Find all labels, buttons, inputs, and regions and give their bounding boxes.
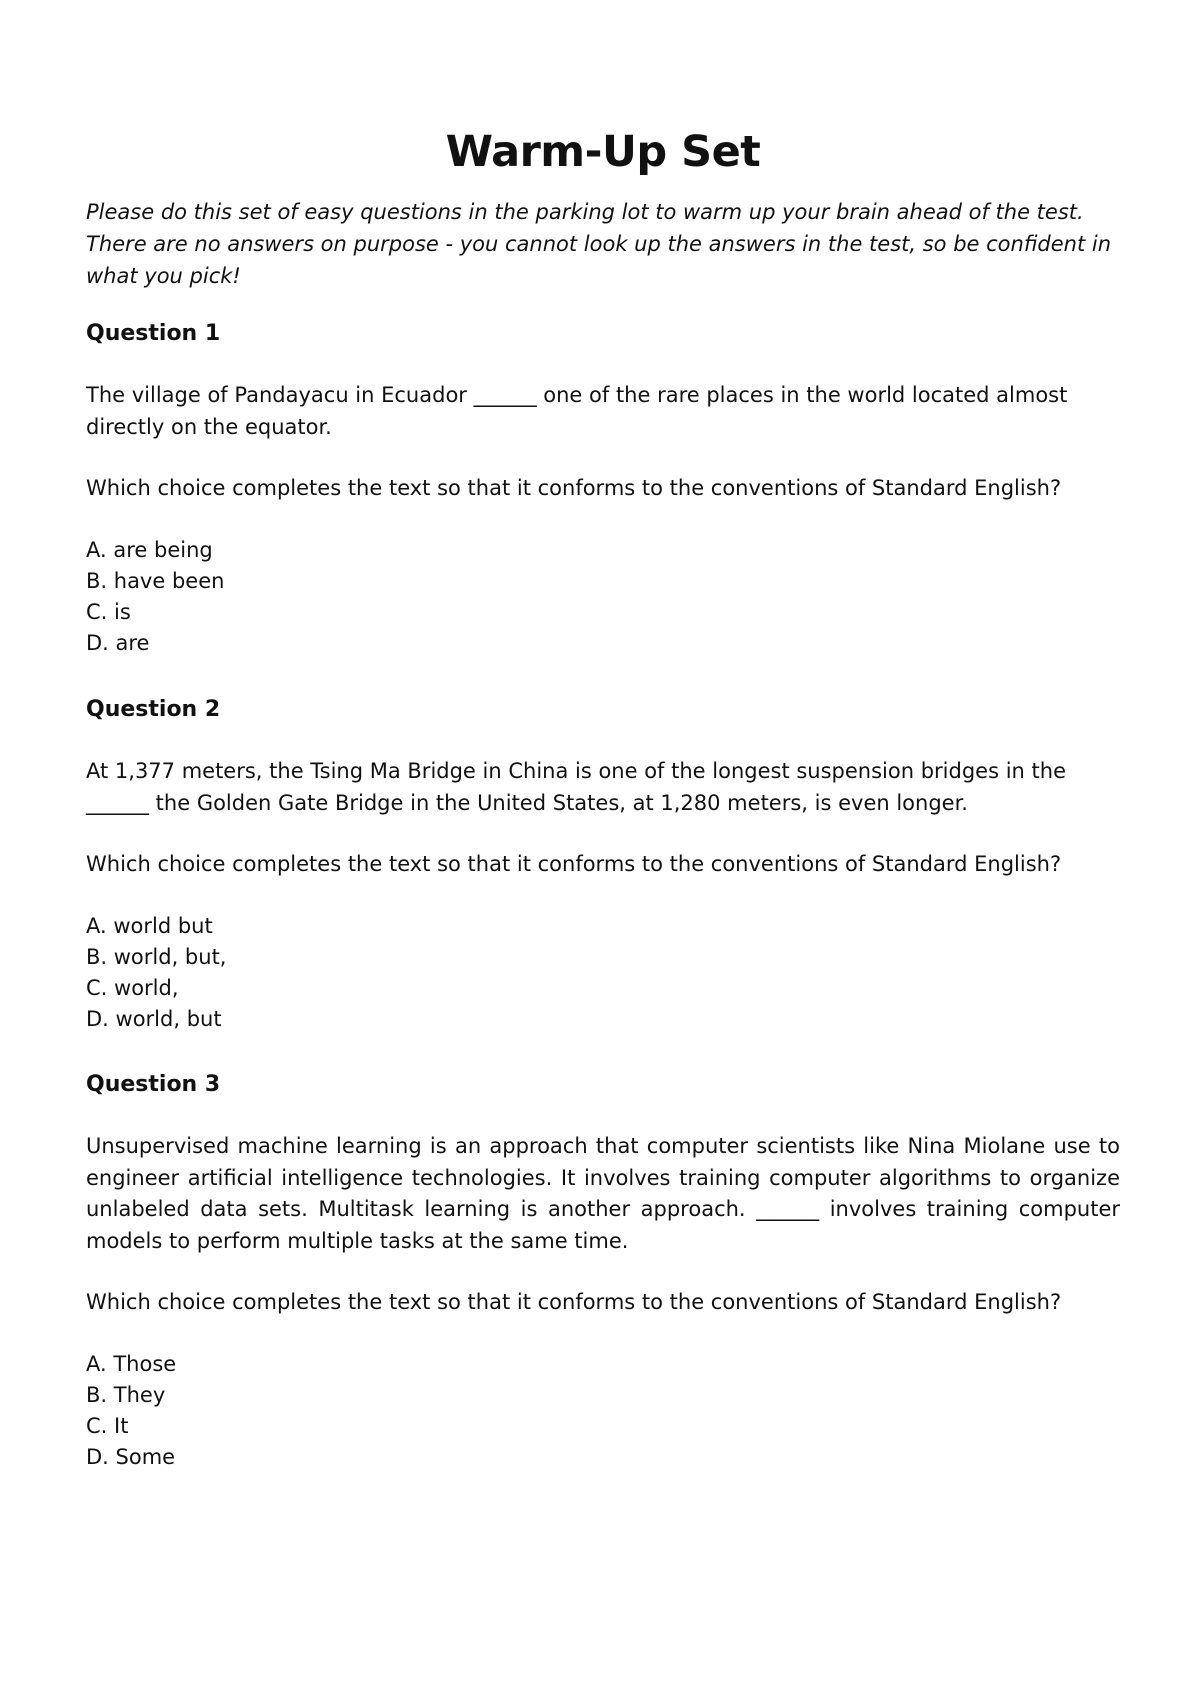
choice-a: A. world but [86, 913, 213, 938]
question-prompt: Which choice completes the text so that it conforms to the conventions of Standard English? [86, 1290, 1062, 1314]
question-text: The village of Pandayacu in Ecuador ______ one of the rare places in the world located almost directly on the equator. [86, 383, 1068, 439]
choice-c: C. world, [86, 975, 179, 1000]
choice-a: A. Those [86, 1351, 177, 1376]
question-2 [86, 694, 1120, 1035]
question-1 [86, 318, 1120, 659]
question-heading: Question 3 [86, 1072, 221, 1097]
page-title: Warm-Up Set [445, 127, 761, 177]
choice-d: D. world, but [86, 1006, 222, 1031]
choice-b: B. world, but, [86, 944, 227, 969]
choice-d: D. are [86, 630, 150, 655]
answer-choices [86, 1349, 1120, 1473]
document-page [86, 0, 1120, 1469]
choice-d: D. Some [86, 1444, 176, 1469]
intro-paragraph: Please do this set of easy questions in the parking lot to warm up your brain ahead of the test. There are no answers on purpose - you cannot look up the answers in the test, so be confident in what you pick! [86, 200, 1112, 288]
question-3 [86, 1069, 1120, 1473]
choice-c: C. It [86, 1413, 129, 1438]
question-text: Unsupervised machine learning is an approach that computer scientists like Nina Miolane use to engineer artificial intelligence technologies. It involves training computer algorithms to organize unlabeled data sets. Multitask learning is another approach. ______ involves training computer models to perform multiple tasks at the same time. [86, 1134, 1120, 1253]
question-prompt: Which choice completes the text so that it conforms to the conventions of Standard English? [86, 476, 1062, 500]
choice-b: B. They [86, 1382, 166, 1407]
question-heading: Question 1 [86, 321, 221, 346]
choice-c: C. is [86, 599, 131, 624]
question-text: At 1,377 meters, the Tsing Ma Bridge in China is one of the longest suspension bridges in the ______ the Golden Gate Bridge in the United States, at 1,280 meters, is even longer. [86, 759, 1066, 815]
choice-b: B. have been [86, 568, 225, 593]
choice-a: A. are being [86, 537, 213, 562]
question-heading: Question 2 [86, 697, 221, 722]
question-prompt: Which choice completes the text so that it conforms to the conventions of Standard English? [86, 852, 1062, 876]
answer-choices [86, 911, 1120, 1035]
answer-choices [86, 535, 1120, 659]
